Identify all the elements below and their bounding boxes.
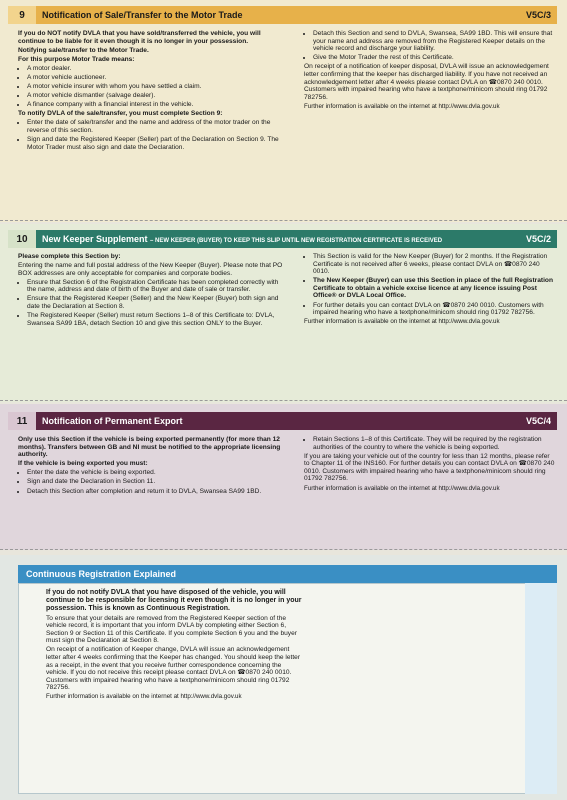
paragraph: Entering the name and full postal address of the New Keeper (Buyer). Please note that PO BOX addresses are only acceptable for companies and corporate bodies.: [18, 262, 283, 277]
continuous-registration-text: [46, 589, 304, 703]
list-item: • Enter the date of sale/transfer and the name and address of the motor trader on the reverse of this section.: [27, 119, 284, 134]
website-link[interactable]: Further information is available on the internet at http://www.dvla.gov.uk: [304, 484, 500, 492]
list: [18, 279, 284, 328]
list-item: • A motor vehicle insurer with whom you have settled a claim.: [27, 83, 284, 91]
section-title: Notification of Sale/Transfer to the Motor Trade: [42, 10, 243, 20]
list: [18, 65, 284, 109]
continuous-registration-header: [18, 565, 557, 583]
list-item: • Ensure that the Registered Keeper (Seller) and the New Keeper (Buyer) both sign and date the Declaration at Section 8.: [27, 295, 284, 310]
perforation-line: [0, 400, 567, 401]
list-item: • Detach this Section after completion and return it to DVLA, Swansea SA99 1BD.: [27, 488, 284, 496]
paragraph: If you do not notify DVLA that you have disposed of the vehicle, you will continue to be responsible for licensing it even though it is no longer in your possession. This is known as Continuous Registration.: [46, 589, 302, 612]
perforation-line: [0, 549, 567, 550]
list-item: • A motor vehicle auctioneer.: [27, 74, 284, 82]
list-item: • Detach this Section and send to DVLA, Swansea, SA99 1BD. This will ensure that your name and address are removed from the Registered Keeper details on the vehicle record and discharge your liability.: [313, 30, 556, 53]
list: [304, 436, 556, 451]
list-item: • Enter the date the vehicle is being exported.: [27, 469, 284, 477]
website-link[interactable]: Further information is available on the internet at http://www.dvla.gov.uk: [304, 318, 500, 326]
section-10-right-column: [304, 253, 556, 327]
section-11: [0, 404, 567, 550]
list-item: • A motor dealer.: [27, 65, 284, 73]
section-title: Notification of Permanent Export: [42, 416, 183, 426]
list-item: • Retain Sections 1–8 of this Certificate. They will be required by the registration authorities of the country to where the vehicle is being exported.: [313, 436, 556, 451]
form-code: V5C/2: [525, 234, 551, 244]
paragraph: For this purpose Motor Trade means:: [18, 55, 135, 63]
section-11-left-column: [18, 436, 284, 497]
website-link[interactable]: Further information is available on the internet at http://www.dvla.gov.uk: [46, 693, 242, 701]
section-9-right-column: [304, 30, 556, 112]
list-item: • A motor vehicle dismantler (salvage dealer).: [27, 92, 284, 100]
list: [304, 30, 556, 62]
section-10-header: [8, 230, 557, 248]
section-10-left-column: [18, 253, 284, 329]
paragraph: To ensure that your details are removed from the Registered Keeper section of the vehicle record, it is important that you inform DVLA by completing either Section 6, Section 9 or Section 11 of this Certificate. If you complete Section 6 you and the buyer must sign the Declaration at Section 8.: [46, 614, 297, 645]
list: [18, 469, 284, 495]
list-item: • The New Keeper (Buyer) can use this Section in place of the full Registration Certificate to obtain a vehicle excise licence at any licence issuing Post Office® or DVLA Local Office.: [313, 277, 556, 300]
paragraph: On receipt of a notification of Keeper change, DVLA will issue an acknowledgement letter after 4 weeks confirming that the Keeper has changed. You should keep the letter as a receipt, in the event that you receive further correspondence concerning the vehicle. If you do not receive this receipt please contact DVLA on ☎0870 240 0010. Customers with impaired hearing who have a textphone/minicom should ring 01792 782756.: [46, 646, 301, 692]
section-title: [36, 234, 526, 244]
list-item: • Sign and date the Registered Keeper (Seller) part of the Declaration on Section 9. The Motor Trader must also sign and date the Declaration.: [27, 136, 284, 151]
paragraph: If the vehicle is being exported you must:: [18, 460, 148, 468]
paragraph: If you are taking your vehicle out of the country for less than 12 months, please refer to Chapter 11 of the INS160. For further details you can contact DVLA on ☎0870 240 0010. Customers with impaired hearing who have a textphone/minicom should ring 01792 782756.: [304, 452, 555, 483]
section-11-header: [8, 412, 557, 430]
section-9-left-column: [18, 30, 284, 153]
perforation-line: [0, 220, 567, 221]
list-item: • This Section is valid for the New Keeper (Buyer) for 2 months. If the Registration Certificate is not received after 6 weeks, please contact DVLA on ☎0870 240 0010.: [313, 253, 556, 276]
paragraph: Only use this Section if the vehicle is being exported permanently (for more than 12 months). Transfers between GB and NI must be notified to the appropriate licensing authority.: [18, 436, 281, 459]
list: [304, 253, 556, 317]
form-code: V5C/3: [525, 10, 551, 20]
section-9: [0, 0, 567, 222]
section-subtitle: – NEW KEEPER (BUYER) TO KEEP THIS SLIP UNTIL NEW REGISTRATION CERTIFICATE IS RECEIVED: [150, 238, 443, 244]
list-item: • Give the Motor Trader the rest of this Certificate.: [313, 54, 556, 62]
paragraph: Please complete this Section by:: [18, 253, 121, 260]
list-item: • For further details you can contact DVLA on ☎0870 240 0010. Customers with impaired hearing who have a textphone/minicom should ring 01792 782756.: [313, 302, 556, 317]
list: [18, 119, 284, 151]
section-number: 10: [8, 230, 36, 248]
list-item: • Sign and date the Declaration in Section 11.: [27, 478, 284, 486]
section-10: [0, 224, 567, 402]
side-strip: [525, 583, 557, 794]
section-title: Continuous Registration Explained: [26, 569, 177, 579]
continuous-registration-section: [0, 555, 567, 800]
list-item: • A finance company with a financial interest in the vehicle.: [27, 101, 284, 109]
form-code: V5C/4: [525, 416, 551, 426]
section-number: 9: [8, 6, 36, 24]
paragraph: Notifying sale/transfer to the Motor Trade.: [18, 46, 149, 54]
paragraph: If you do NOT notify DVLA that you have sold/transferred the vehicle, you will continue to be liable for it even though it is no longer in your possession.: [18, 30, 261, 45]
paragraph: To notify DVLA of the sale/transfer, you must complete Section 9:: [18, 110, 223, 118]
paragraph: On receipt of a notification of keeper disposal, DVLA will issue an acknowledgement letter confirming that the keeper has discharged liability. If you have not received an acknowledgement letter after 4 weeks please contact DVLA on ☎0870 240 0010. Customers with impaired hearing who have a textphone/minicom should ring 01792 782756.: [304, 63, 549, 101]
section-title-text: New Keeper Supplement: [42, 234, 148, 244]
section-number: 11: [8, 412, 36, 430]
section-11-right-column: [304, 436, 556, 494]
section-9-header: [8, 6, 557, 24]
website-link[interactable]: Further information is available on the internet at http://www.dvla.gov.uk: [304, 102, 500, 110]
list-item: • The Registered Keeper (Seller) must return Sections 1–8 of this Certificate to: DVLA, Swansea SA99 1BA, detach Section 10 and give this section ONLY to the Buyer.: [27, 312, 284, 327]
list-item: • Ensure that Section 6 of the Registration Certificate has been completed correctly with the name, address and date of birth of the Buyer and date of sale or transfer.: [27, 279, 284, 294]
